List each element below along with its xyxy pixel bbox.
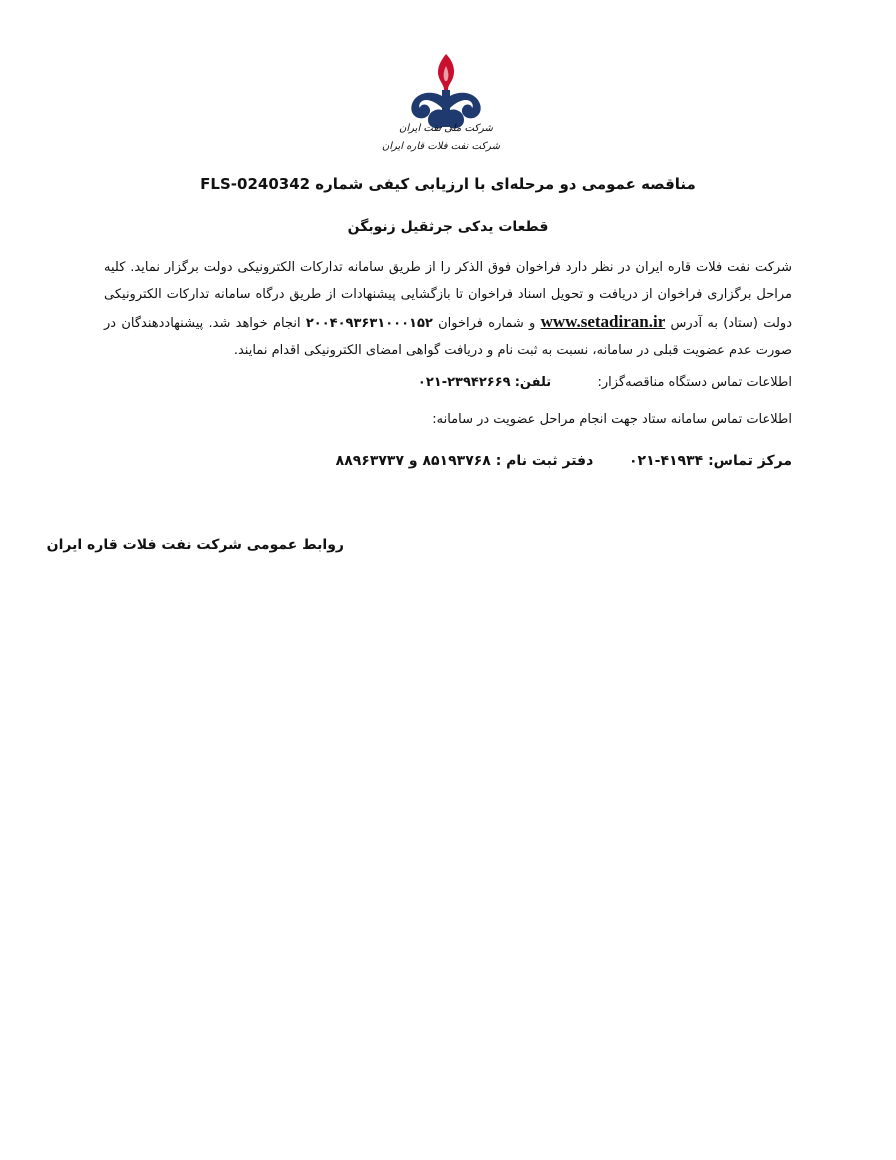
logo-text-2: شرکت نفت فلات قاره ایران — [381, 141, 500, 152]
tenderer-contact-row — [104, 371, 792, 395]
call-center-number: ۴۱۹۳۴-۰۲۱ — [629, 453, 704, 469]
public-relations-signature: روابط عمومی شرکت نفت فلات قاره ایران — [46, 537, 344, 553]
description-part-1: شرکت نفت فلات قاره ایران در نظر دارد فراخوان فوق الذکر را از طریق سامانه تدارکات الکترونیکی دولت برگزار نماید. کلیه مراحل برگزاری فراخوان از دریافت و تحویل اسناد فراخوان تا بازگشایی پیشنهادات از طریق درگاه سامانه تدارکات الکترونیکی دولت (ستاد) به آدرس — [104, 260, 792, 331]
tender-number: ۲۰۰۴۰۹۳۶۳۱۰۰۰۱۵۲ — [305, 316, 433, 331]
setad-contact-row — [104, 408, 792, 432]
tenderer-phone-label: تلفن: — [514, 375, 552, 390]
tenderer-phone: ۲۳۹۴۲۶۶۹-۰۲۱ — [417, 375, 511, 390]
tender-description — [104, 254, 792, 364]
setad-website-link[interactable]: www.setadiran.ir — [540, 312, 666, 331]
tender-title: مناقصه عمومی دو مرحله‌ای با ارزیابی کیفی شماره FLS-0240342 — [200, 175, 696, 193]
call-center-row — [104, 449, 792, 473]
registration-office-numbers: ۸۵۱۹۳۷۶۸ و ۸۸۹۶۳۷۳۷ — [335, 453, 491, 469]
tenderer-contact-label: اطلاعات تماس دستگاه مناقصه‌گزار: — [597, 375, 792, 390]
description-part-3: انجام خواهد شد. پیشنهاددهندگان در صورت عدم عضویت قبلی در سامانه، نسبت به ثبت نام و دریافت گواهی امضای الکترونیکی اقدام نمایند. — [104, 316, 792, 358]
logo-text-1: شرکت ملی نفت ایران — [399, 123, 493, 134]
tender-subtitle: قطعات یدکی جرثقیل زنوبگن — [347, 219, 549, 235]
setad-contact-label: اطلاعات تماس سامانه ستاد جهت انجام مراحل عضویت در سامانه: — [432, 412, 792, 427]
description-part-2: و شماره فراخوان — [438, 316, 536, 331]
nioc-logo — [381, 50, 500, 162]
registration-office-label: دفتر ثبت نام : — [495, 453, 594, 469]
call-center-label: مرکز تماس: — [708, 453, 792, 469]
